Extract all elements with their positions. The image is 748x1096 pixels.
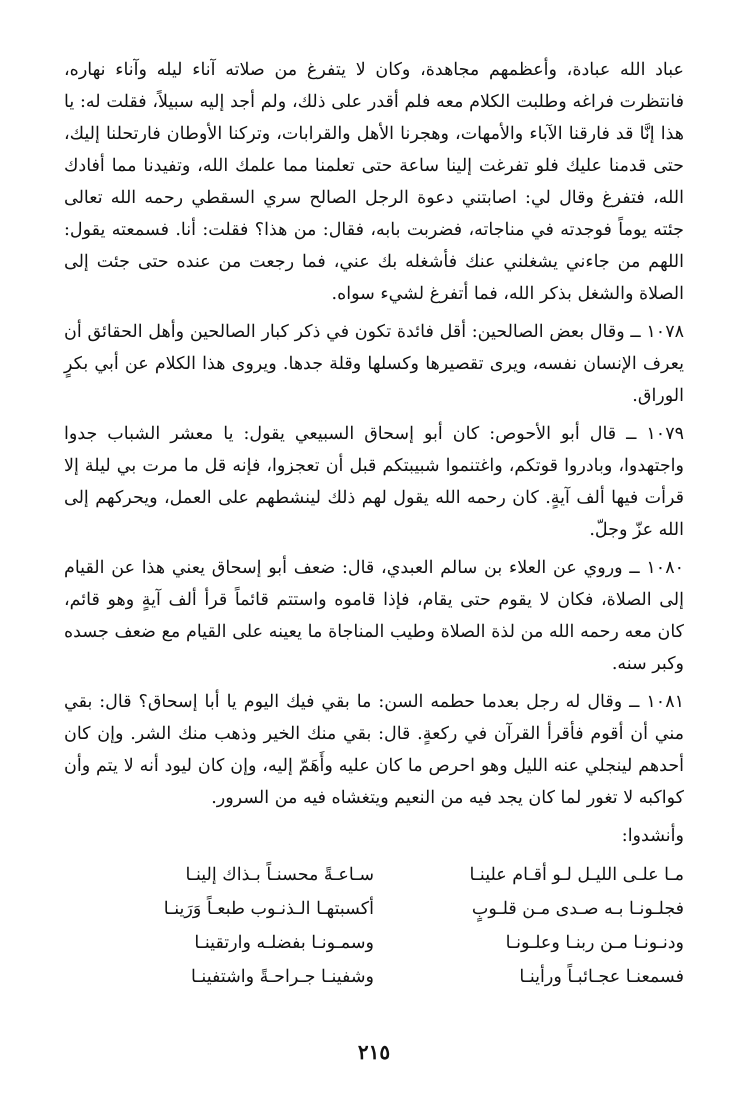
poem-verse bbox=[64, 892, 684, 926]
poem-verse bbox=[64, 858, 684, 892]
paragraph-1079: ١٠٧٩ ــ قال أبو الأحوص: كان أبو إسحاق السبيعي يقول: يا معشر الشباب جدوا واجتهدوا، وبادروا قوتكم، واغتنموا شبيبتكم قبل أن تعجزوا، فإنه قل ما مرت بي ليلة إلا قرأت فيها ألف آيةٍ. كان رحمه الله يقول لهم ذلك لينشطهم على العمل، ويحركهم إلى الله عزّ وجلّ. bbox=[64, 424, 684, 540]
verse-first-hemistich: مـا علـى الليـل لـو أقـام علينـا bbox=[469, 865, 684, 885]
verse-first-hemistich: فجلـونـا بـه صـدى مـن قلـوبٍ bbox=[471, 899, 684, 919]
poem-verse bbox=[64, 926, 684, 960]
paragraph-continued: عباد الله عبادة، وأعظمهم مجاهدة، وكان لا يتفرغ من صلاته آناء ليله وآناء نهاره، فانتظرت فراغه وطلبت الكلام معه فلم أقدر على ذلك، ولم أجد إليه سبيلاً، فقلت له: يا هذا إنَّا قد فارقنا الآباء والأمهات، وهجرنا الأهل والقرابات، وتركنا الأوطان فارتحلنا إليك، حتى قدمنا عليك فلو تفرغت إلينا ساعة حتى تعلمنا مما علمك الله، وتفيدنا مما أفادك الله، فتفرغ وقال لي: اصابتني دعوة الرجل الصالح سري السقطي رحمه الله تعالى جئته يوماً فوجدته في مناجاته، فضربت بابه، فقال: من هذا؟ فقلت: أنا. فسمعته يقول: اللهم من جاءني يشغلني عنك فأشغله بك عني، فما رجعت من عنده حتى جئت إلى الصلاة والشغل بذكر الله، فما أتفرغ لشيء سواه. bbox=[64, 60, 684, 304]
verse-second-hemistich: وشفينـا جـراحـةً واشتفينـا bbox=[190, 967, 374, 987]
poem-verse bbox=[64, 960, 684, 994]
verse-second-hemistich: وسمـونـا بفضلـه وارتقينـا bbox=[194, 933, 374, 953]
paragraph-1080: ١٠٨٠ ــ وروي عن العلاء بن سالم العبدي، قال: ضعف أبو إسحاق يعني هذا عن القيام إلى الصلاة، فكان لا يقوم حتى يقام، فإذا قاموه واستتم قائماً قرأ ألف آيةٍ وهو قائم، كان معه رحمه الله من لذة الصلاة وطيب المناجاة ما يعينه على القيام مع ضعف جسده وكبر سنه. bbox=[64, 558, 685, 674]
poem bbox=[64, 858, 684, 994]
verse-second-hemistich: أكسبتهـا الـذنـوب طبعـاً وَرَينـا bbox=[163, 899, 374, 919]
verse-first-hemistich: ودنـونـا مـن ربنـا وعلـونـا bbox=[505, 933, 684, 953]
text-body bbox=[64, 54, 684, 994]
paragraph-1081: ١٠٨١ ــ وقال له رجل بعدما حطمه السن: ما بقي فيك اليوم يا أبا إسحاق؟ قال: بقي مني أن أقوم فأقرأ القرآن في ركعةٍ. قال: بقي منك الخير وذهب منك الشر. وإن كان أحدهم لينجلي عنه الليل وهو احرص ما كان عليه وأَهَمّ إليه، وإن كان ليود أنه لا يتم وأن كواكبه لا تغور لما كان يجد فيه من النعيم ويتغشاه فيه من السرور. bbox=[64, 692, 684, 808]
verse-second-hemistich: سـاعـةً محسنـاً بـذاك إلينـا bbox=[185, 865, 374, 885]
verse-first-hemistich: فسمعنـا عجـائبـاً ورأينـا bbox=[519, 967, 684, 987]
paragraph-1078: ١٠٧٨ ــ وقال بعض الصالحين: أقل فائدة تكون في ذكر كبار الصالحين وأهل الحقائق أن يعرف الإنسان نفسه، ويرى تقصيرها وكسلها وقلة جدها. ويروى هذا الكلام عن أبي بكرٍ الوراق. bbox=[64, 322, 684, 406]
poem-intro: وأنشدوا: bbox=[621, 826, 684, 846]
page-number: ٢١٥ bbox=[357, 1040, 391, 1064]
